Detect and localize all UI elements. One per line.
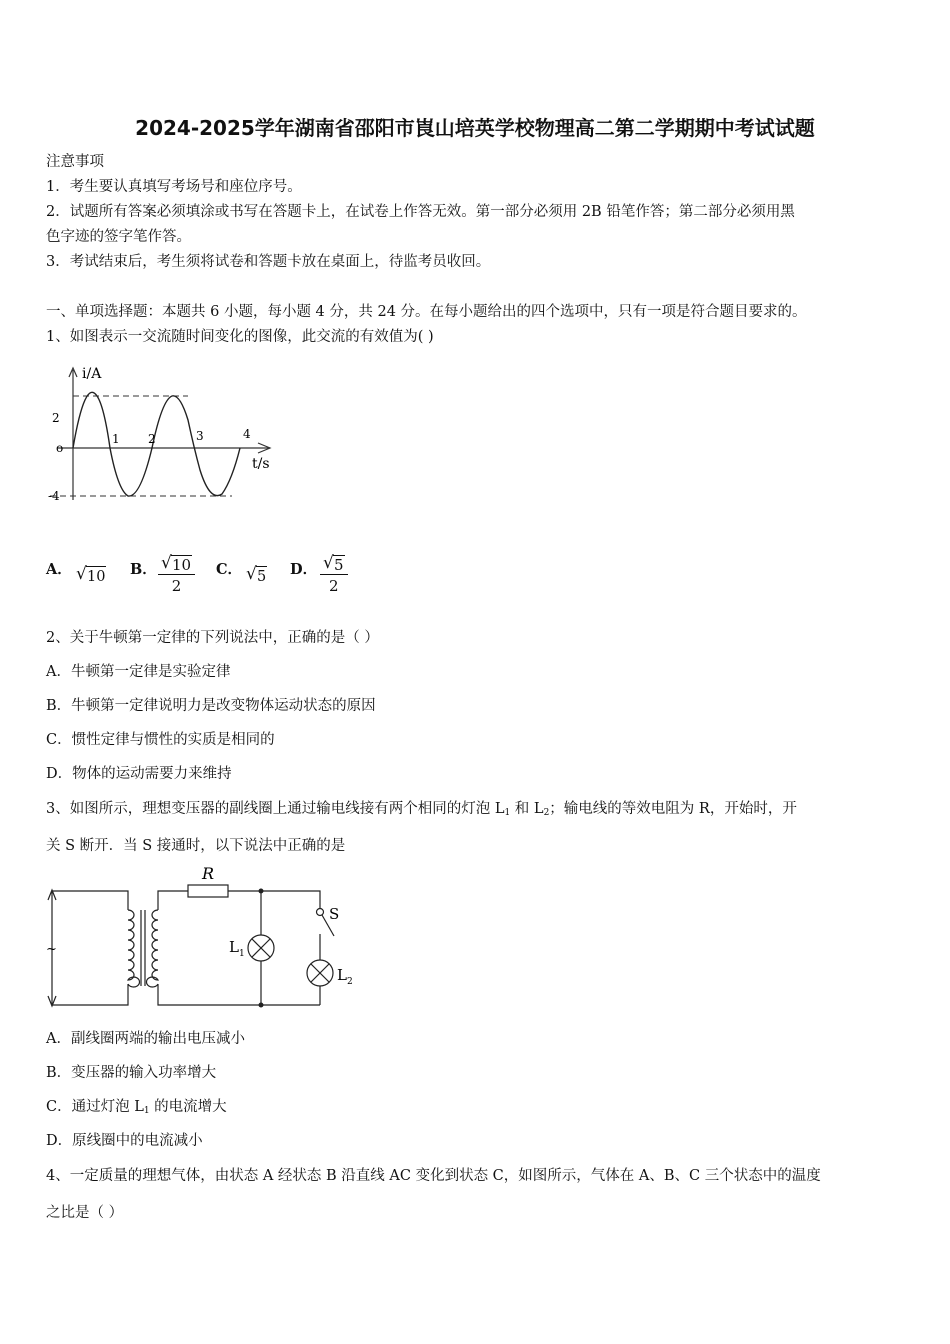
secondary-coil	[147, 910, 158, 987]
q3-option-c: C．通过灯泡 $L_1$ 的电流增大	[46, 1099, 227, 1116]
q1-option-b-value: √ 10 2	[158, 555, 195, 595]
q2-option-c: C．惯性定律与惯性的实质是相同的	[46, 732, 275, 748]
t-tick-3: 3	[196, 429, 204, 443]
q1-stem: 1、如图表示一交流随时间变化的图像，此交流的有效值为( )	[46, 329, 434, 345]
t-tick-1: 1	[112, 432, 120, 446]
page-title: 2024-2025学年湖南省邵阳市崀山培英学校物理高二第二学期期中考试试题	[135, 116, 815, 140]
q2-option-b: B．牛顿第一定律说明力是改变物体运动状态的原因	[46, 698, 376, 714]
notice-heading: 注意事项	[46, 154, 104, 170]
resistor-label: R	[202, 864, 215, 883]
y-axis-label: i/A	[82, 366, 102, 382]
ac-symbol: ~	[46, 942, 57, 957]
lamp-l1-label: $L_1$	[229, 938, 245, 959]
notice-item-2b: 色字迹的签字笔作答。	[46, 229, 191, 245]
t-tick-4: 4	[243, 427, 251, 441]
y-tick-bottom: -4	[48, 489, 60, 503]
q4-stem-line2: 之比是（ ）	[46, 1205, 124, 1221]
secondary-top-wire-b	[228, 891, 320, 908]
q2-option-a: A．牛顿第一定律是实验定律	[46, 664, 231, 680]
q1-option-a-label: A．	[46, 561, 72, 578]
q3-circuit-diagram	[40, 862, 370, 1012]
t-tick-2: 2	[148, 432, 156, 446]
q3-stem-line1: 3、如图所示，理想变压器的副线圈上通过输电线接有两个相同的灯泡 $L_1$ 和 $L_2$；输电线的等效电阻为 R，开始时，开	[46, 801, 797, 818]
lamp-l2-label: $L_2$	[337, 966, 353, 987]
primary-coil	[128, 910, 139, 987]
q1-option-b-label: B．	[130, 561, 157, 578]
q1-option-c-label: C．	[216, 561, 243, 578]
notice-item-3: 3．考试结束后，考生须将试卷和答题卡放在桌面上，待监考员收回。	[46, 254, 491, 270]
q1-option-d-value: √ 5 2	[320, 555, 348, 595]
current-waveform	[73, 392, 240, 496]
primary-top-wire	[52, 891, 128, 910]
resistor-r	[188, 885, 228, 897]
q1-option-c-value: √ 5	[246, 564, 267, 585]
section-heading: 一、单项选择题：本题共 6 小题，每小题 4 分，共 24 分。在每小题给出的四个选项中，只有一项是符合题目要求的。	[46, 304, 807, 320]
switch-contact	[317, 909, 324, 916]
q1-option-d-label: D．	[290, 561, 318, 578]
x-axis-label: t/s	[252, 456, 270, 472]
q1-current-graph	[40, 360, 290, 510]
q2-stem: 2、关于牛顿第一定律的下列说法中，正确的是（ ）	[46, 630, 379, 646]
q3-option-d: D．原线圈中的电流减小	[46, 1133, 203, 1149]
primary-bottom-wire	[52, 984, 128, 1005]
q4-stem-line1: 4、一定质量的理想气体，由状态 A 经状态 B 沿直线 AC 变化到状态 C，如图所示，气体在 A、B、C 三个状态中的温度	[46, 1168, 821, 1184]
q3-option-b: B．变压器的输入功率增大	[46, 1065, 217, 1081]
y-tick-zero: o	[56, 441, 64, 455]
notice-item-2a: 2．试题所有答案必须填涂或书写在答题卡上，在试卷上作答无效。第一部分必须用 2B 铅笔作答；第二部分必须用黑	[46, 204, 795, 220]
q1-option-a-value: √ 10	[76, 564, 106, 585]
notice-item-1: 1．考生要认真填写考场号和座位序号。	[46, 179, 302, 195]
secondary-top-wire-a	[158, 891, 188, 910]
switch-label: S	[329, 905, 340, 923]
y-tick-top: 2	[52, 411, 60, 425]
q3-option-a: A．副线圈两端的输出电压减小	[46, 1031, 245, 1047]
q3-stem-line2: 关 S 断开．当 S 接通时，以下说法中正确的是	[46, 838, 346, 854]
secondary-bottom-wire	[158, 984, 320, 1005]
q2-option-d: D．物体的运动需要力来维持	[46, 766, 232, 782]
